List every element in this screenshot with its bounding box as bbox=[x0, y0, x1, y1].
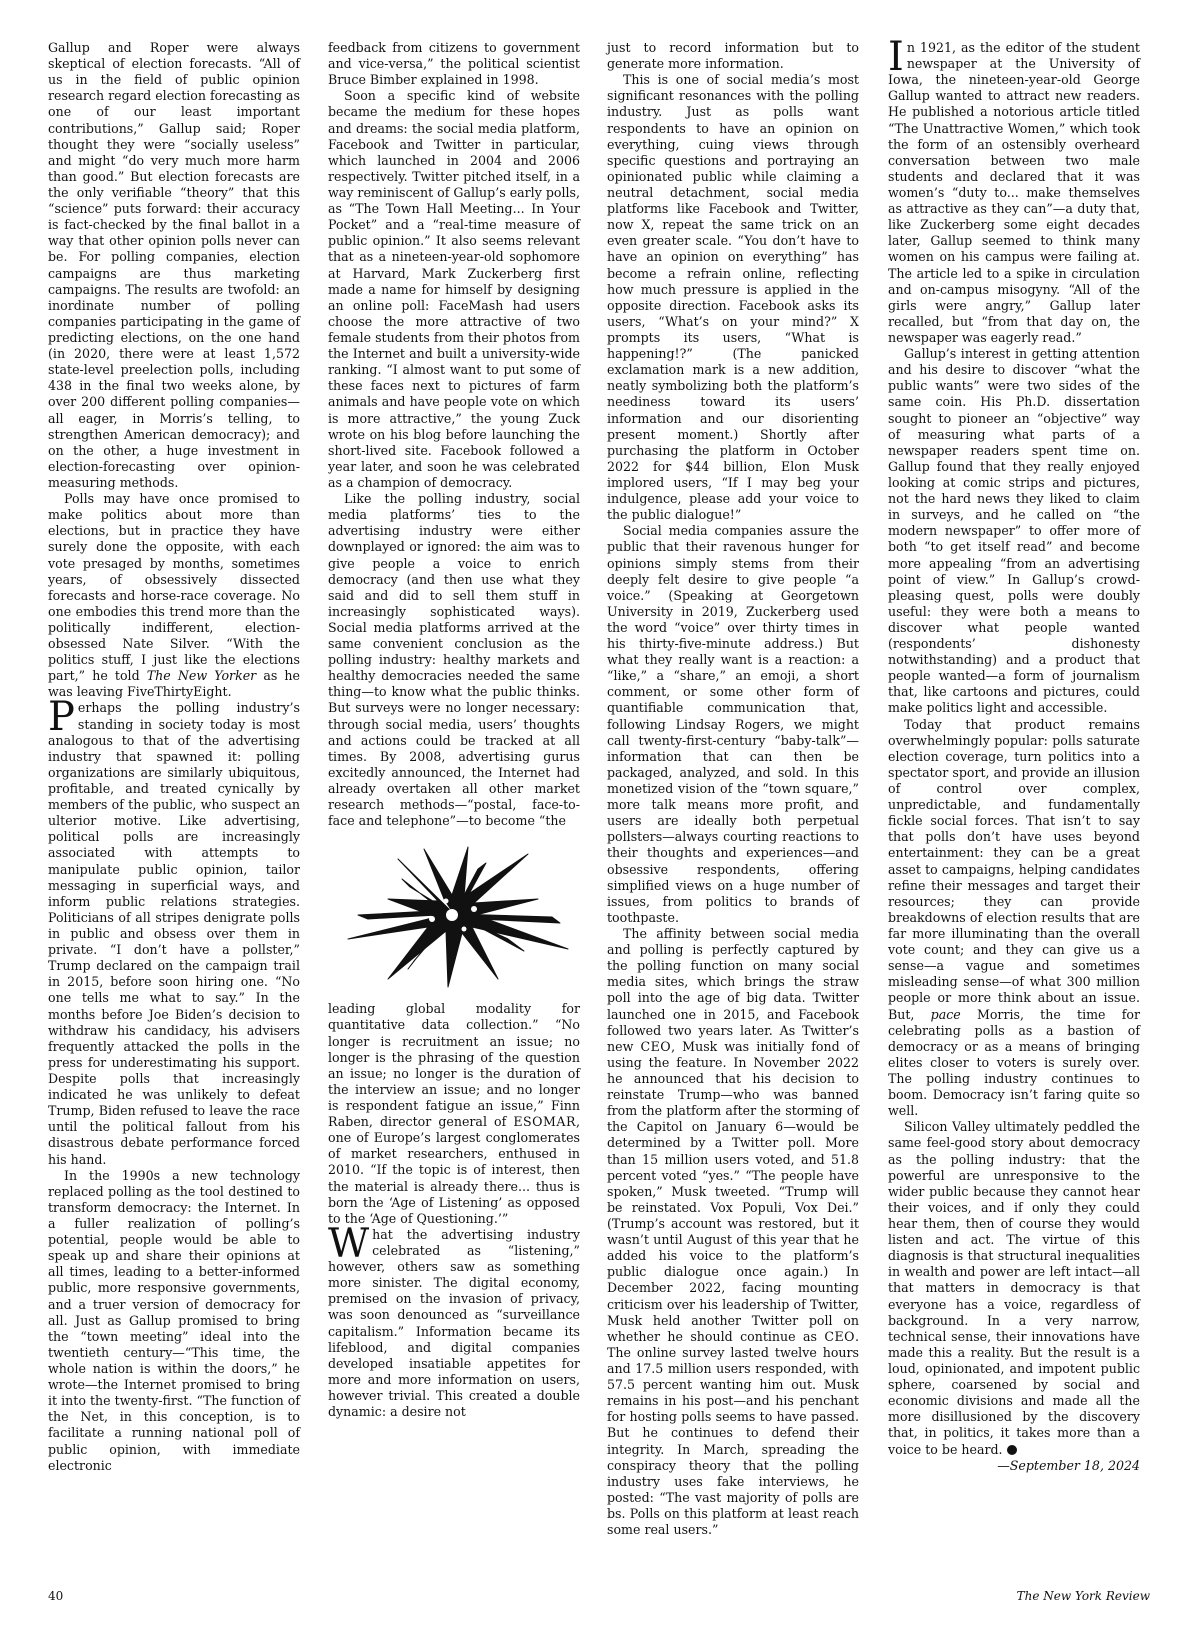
scribble-illustration bbox=[328, 839, 580, 989]
paragraph bbox=[607, 926, 859, 1538]
text-run: The affinity between social media and polling is perfectly captured by the polling function on many social media sites, which brings the straw poll into the age of big data. Twitter launched one in 2015, and Facebook followed two years later. As Twitter’s new bbox=[607, 926, 859, 1054]
drop-cap: I bbox=[888, 34, 904, 80]
paragraph: just to record information but to generate more information. bbox=[607, 40, 859, 72]
page-number: 40 bbox=[48, 1589, 64, 1603]
paragraph-dropcap bbox=[48, 694, 300, 1167]
paragraph: Gallup and Roper were always skeptical of election forecasts. “All of us in the field of public opinion research regard election forecasting as one of our least important contributions,” Gallup said; Roper thought they were “socially useless” and might “do very much more harm than good.” But election forecasts are the only verifiable “theory” that this “science” puts forward: their accuracy is fact-checked by the final ballot in a way that other opinion polls never can be. For polling companies, election campaigns are thus marketing campaigns. The results are twofold: an inordinate number of polling companies participating in the game of predicting elections, on the one hand (in 2020, there were at least 1,572 state-level preelection polls, including 438 in the final two weeks alone, by over 200 different polling companies—all eager, in Morris’s telling, to strengthen American democracy); and on the other, a huge investment in election-forecasting over opinion-measuring methods. bbox=[48, 40, 300, 490]
text-run: hat the advertising industry celebrated as “listening,” however, others saw as something more sinister. The digital economy, premised on the invasion of privacy, was soon denounced as “surveillance capitalism.” Information became its lifeblood, and digital companies developed insatiable appetites for more and more information on users, however trivial. This created a double dynamic: a desire not bbox=[328, 1226, 580, 1420]
column-3 bbox=[607, 40, 859, 1538]
small-caps-acronym: ESOMAR bbox=[513, 1114, 576, 1130]
paragraph: feedback from citizens to government and vice-versa,” the political scientist Bruce Bimber explained in 1998. bbox=[328, 40, 580, 88]
column-2 bbox=[328, 40, 580, 1420]
drop-cap: P bbox=[48, 694, 75, 741]
text-run: as he was leaving FiveThirtyEight. bbox=[48, 668, 300, 700]
text-run: Morris, the time for celebrating polls as a bastion of democracy or as a means of bringing elites closer to voters is surely over. The polling industry continues to boom. Democracy isn’t faring quite so well. bbox=[888, 1006, 1140, 1119]
paragraph: In the 1990s a new technology replaced polling as the tool destined to transform democracy: the Internet. In a fuller realization of polling’s potential, people would be able to speak up and share their opinions at all times, leading to a better-informed public, more responsive governments, and a truer version of democracy for all. Just as Gallup promised to bring the “town meeting” ideal into the twentieth century—“This time, the whole nation is within the doors,” he wrote—the Internet promised to bring it into the twenty-first. “The function of the Net, in this conception, is to facilitate a running national poll of public opinion, with immediate electronic bbox=[48, 1167, 300, 1473]
italic-title: The New Yorker bbox=[146, 668, 257, 684]
italic-word: pace bbox=[930, 1006, 961, 1022]
end-mark-icon bbox=[1007, 1445, 1017, 1455]
text-run: Silicon Valley ultimately peddled the same feel-good story about democracy as the polling industry: that the powerful are unresponsive to the wider public because they cannot hear their voices, and if only they could hear them, then of course they would listen and act. The virtue of this diagnosis is that structural inequalities in wealth and power are left intact—all that matters in democracy is that everyone has a voice, regardless of background. In a very narrow, technical sense, their innovations have made this a reality. But the result is a loud, opinionated, and impotent public sphere, coarsened by social and economic divisions and made all the more disillusioned by the discovery that, in politics, it takes more than a voice to be heard. bbox=[888, 1119, 1140, 1457]
publication-name: The New York Review bbox=[1016, 1589, 1150, 1603]
column-4 bbox=[888, 34, 1140, 1474]
paragraph: Gallup’s interest in getting attention and his desire to discover “what the public wants” were two sides of the same coin. His Ph.D. dissertation sought to pioneer an “objective” way of measuring what parts of a newspaper readers spent time on. Gallup found that they really enjoyed looking at comic strips and pictures, not the hard news they liked to claim in surveys, and he called on “the modern newspaper” to offer more of both “to get itself read” and become more appealing “from an advertising point of view.” In Gallup’s crowd-pleasing quest, polls were doubly useful: they were both a means to discover what people wanted (respondents’ dishonesty notwithstanding) and a product that people wanted—a form of journalism that, like cartoons and pictures, could make politics light and accessible. bbox=[888, 346, 1140, 716]
paragraph-dropcap bbox=[888, 34, 1140, 346]
paragraph: Soon a specific kind of website became the medium for these hopes and dreams: the social media platform, Facebook and Twitter in particular, which launched in 2004 and 2006 respectively. Twitter pitched itself, in a way reminiscent of Gallup’s early polls, as “The Town Hall Meeting... In Your Pocket” and a “real-time measure of public opinion.” It also seems relevant that as a nineteen-year-old sophomore at Harvard, Mark Zuckerberg first made a name for himself by designing an online poll: FaceMash had users choose the more attractive of two female students from their photos from the Internet and built a university-wide ranking. “I almost want to put some of these faces next to pictures of farm animals and have people vote on which is more attractive,” the young Zuck wrote on his blog before launching the short-lived site. Facebook followed a year later, and soon he was celebrated as a champion of democracy. bbox=[328, 88, 580, 490]
text-run: erhaps the polling industry’s standing in society today is most analogous to that of the advertising industry that spawned it: polling organizations are similarly ubiquitous, profitable, and treated cynically by members of the public, who suspect an ulterior motive. Like advertising, political polls are increasingly associated with attempts to manipulate public opinion, tailor messaging in superficial ways, and inform public relations strategies. Politicians of all stripes denigrate polls in public and obsess over them in private. “I don’t have a pollster,” Trump declared on the campaign trail in 2015, before soon hiring one. “No one tells me what to say.” In the months before Joe Biden’s decision to withdraw his candidacy, his advisers frequently attacked the polls in the press for underestimating his support. Despite polls that increasingly indicated he was unlikely to defeat Trump, Biden refused to leave the race until the political fallout from his disastrous debate performance forced his hand. bbox=[48, 700, 300, 1167]
small-caps-acronym: CEO bbox=[640, 1038, 672, 1054]
text-run: Polls may have once promised to make politics about more than elections, but in practice they have surely done the opposite, with each vote presaged by months, sometimes years, of obsessively dissected forecasts and horse-race coverage. No one embodies this trend more than the politically indifferent, election-obsessed Nate Silver. “With the politics stuff, I just like the elections part,” he told bbox=[48, 491, 300, 684]
text-run: Today that product remains overwhelmingly popular: polls saturate election coverage, turn politics into a spectator sport, and provide an illusion of control over complex, unpredictable, and fundamentally fickle social forces. That isn’t to say that polls don’t have uses beyond entertainment: they can be a great asset to campaigns, helping candidates refine their messages and target their resources; they can provide breakdowns of election results that are far more illuminating than the overall vote count; and they can give us a sense—a vague and sometimes misleading sense—of what 300 million people or more think about an issue. But, bbox=[888, 716, 1140, 1022]
paragraph: Social media companies assure the public that their ravenous hunger for opinions simply stems from their deeply felt desire to give people “a voice.” (Speaking at Georgetown University in 2019, Zuckerberg used the word “voice” over thirty times in his thirty-five-minute address.) But what they really want is a reaction: a “like,” a “share,” an emoji, a short comment, or some other form of quantifiable communication that, following Lindsay Rogers, we might call twenty-first-century “baby-talk”—information that can then be packaged, analyzed, and sold. In this monetized vision of the “town square,” more talk means more profit, and users are ideally both perpetual pollsters—always courting reactions to their thoughts and experiences—and obsessive respondents, offering simplified views on a huge number of issues, from politics to brands of toothpaste. bbox=[607, 523, 859, 925]
paragraph: Like the polling industry, social media platforms’ ties to the advertising industry were either downplayed or ignored: the aim was to give people a voice to enrich democracy (and then use what they said and did to sell them stuff in increasingly sophisticated ways). Social media platforms arrived at the same convenient conclusion as the polling industry: healthy markets and healthy democracies needed the same thing—to know what the public thinks. But surveys were no longer necessary: through social media, users’ thoughts and actions could be tracked at all times. By 2008, advertising gurus excitedly announced, the Internet had already overtaken all other market research methods—“postal, face-to-face and telephone”—to become “the bbox=[328, 491, 580, 829]
text-run: , Musk was initially fond of using the feature. In November 2022 he announced that his decision to reinstate Trump—who was banned from the platform after the storming of the Capitol on January 6—would be determined by a Twitter poll. More than 15 million users voted, and 51.8 percent voted “yes.” “The people have spoken,” Musk tweeted. “Trump will be reinstated. Vox Populi, Vox Dei.” (Trump’s account was restored, but it wasn’t until August of this year that he added his voice to the platform’s public dialogue once again.) In December 2022, facing mounting criticism over his leadership of Twitter, Musk held another Twitter poll on whether he should continue as bbox=[607, 1038, 859, 1344]
paragraph bbox=[888, 1119, 1140, 1457]
paragraph-dropcap bbox=[328, 1220, 580, 1420]
column-1 bbox=[48, 40, 300, 1474]
paragraph bbox=[328, 1001, 580, 1227]
article-date: —September 18, 2024 bbox=[997, 1457, 1140, 1473]
paragraph: This is one of social media’s most significant resonances with the polling industry. Just as polls want respondents to have an opinion on everything, cuing views through specific questions and portraying an opinionated public while claiming a neutral detachment, social media platforms like Facebook and Twitter, now X, repeat the same trick on an even greater scale. “You don’t have to have an opinion on everything” has become a refrain online, reflecting how much pressure is applied in the opposite direction. Facebook asks its users, “What’s on your mind?” X prompts its users, “What is happening!?” (The panicked exclamation mark is a new addition, neatly symbolizing both the platform’s neediness toward its users’ information and our disorienting present moment.) Shortly after purchasing the platform in October 2022 for $44 billion, Elon Musk implored users, “If I may beg your indulgence, please add your voice to the public dialogue!” bbox=[607, 72, 859, 523]
text-run: , one of Europe’s largest conglomerates of market researchers, enthused in 2010. “If the topic is of interest, then the material is already there... thus is born the ‘Age of Listening’ as opposed to the ‘Age of Questioning.’” bbox=[328, 1114, 580, 1226]
text-run: . The online survey lasted twelve hours and 17.5 million users responded, with 57.5 percent wanting him out. Musk remains in his post—and his penchant for hosting polls seems to have passed. But he continues to defend their integrity. In March, spreading the conspiracy theory that the polling industry uses fake interviews, he posted: “The vast majority of polls are bs. Polls on this platform at least reach some real users.” bbox=[607, 1328, 859, 1538]
paragraph bbox=[48, 491, 300, 700]
text-run: n 1921, as the editor of the student newspaper at the University of Iowa, the nineteen-year-old George Gallup wanted to attract new readers. He published a notorious article titled “The Unattractive Women,” which took the form of an ostensibly overheard conversation between two male students and declared that it was women’s “duty to... make themselves as attractive as they can”—a duty that, like Zuckerberg some eight decades later, Gallup seemed to think many women on his campus were failing at. The article led to a spike in circulation and on-campus misogyny. “All of the girls were angry,” Gallup later recalled, but “from that day on, the newspaper was eagerly read.” bbox=[888, 40, 1140, 345]
small-caps-acronym: CEO bbox=[824, 1328, 855, 1344]
drop-cap: W bbox=[328, 1220, 370, 1267]
text-run: leading global modality for quantitative data collection.” “No longer is recruitment an issue; no longer is the phrasing of the question an issue; no longer is the duration of the interview an issue; and no longer is respondent fatigue an issue,” Finn Raben, director general of bbox=[328, 1001, 580, 1130]
paragraph bbox=[888, 717, 1140, 1120]
